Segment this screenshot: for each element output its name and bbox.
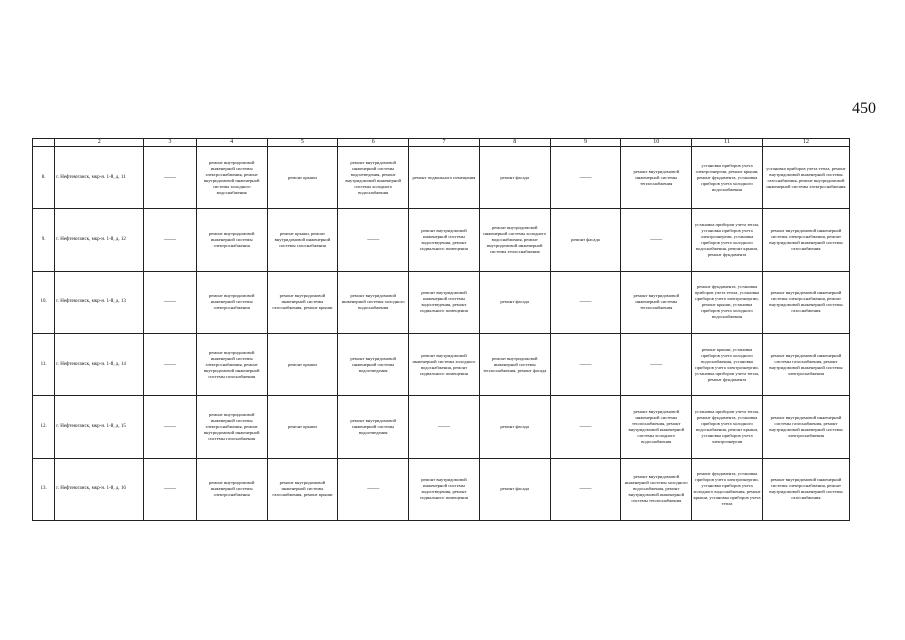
work-cell: ремонт внутридомовой инженерной системы холодного водоснабжения, ремонт внутридомовой инженерной системы теплоснабжения — [621, 458, 692, 520]
work-cell: ремонт внутридомовой инженерной системы холодного водоснабжения — [338, 271, 409, 333]
page-number: 450 — [852, 100, 876, 117]
column-header: 5 — [267, 139, 338, 147]
work-cell: ремонт внутридомовой инженерной системы электроснабжения — [196, 209, 267, 271]
work-cell: ремонт внутридомовой инженерной системы водоотведения, ремонт подвального помещения — [409, 458, 480, 520]
work-cell: ремонт фасада — [479, 396, 550, 458]
column-header: 11 — [692, 139, 763, 147]
work-cell: —— — [409, 396, 480, 458]
work-cell: —— — [338, 209, 409, 271]
work-cell: ремонт внутридомовой инженерной системы газоснабжения, ремонт внутридомовой инженерной системы электроснабжения — [762, 333, 849, 395]
work-cell: ремонт крыши — [267, 396, 338, 458]
work-cell: ремонт внутридомовой инженерной системы электроснабжения, ремонт внутридомовой инженерной системы газоснабжения — [196, 396, 267, 458]
work-cell: —— — [550, 396, 621, 458]
work-cell: ремонт крыши — [267, 333, 338, 395]
work-cell: ремонт внутридомовой инженерной системы электроснабжения — [196, 271, 267, 333]
row-number-cell: 11. — [33, 333, 55, 395]
column-header: 3 — [144, 139, 197, 147]
row-number-cell: 8. — [33, 147, 55, 209]
work-cell: —— — [621, 209, 692, 271]
work-cell: —— — [621, 333, 692, 395]
header-row — [33, 139, 850, 147]
work-cell: ремонт крыши, ремонт внутридомовой инженерной системы газоснабжения — [267, 209, 338, 271]
table-row — [33, 333, 850, 395]
work-cell: ремонт внутридомовой инженерной системы газоснабжения, ремонт крыши — [267, 271, 338, 333]
work-cell: —— — [338, 458, 409, 520]
work-cell: установка приборов учета тепла, ремонт внутридомовой инженерной системы газоснабжения, ремонт внутридомовой инженерной системы электроснабжения — [762, 147, 849, 209]
work-cell: —— — [144, 396, 197, 458]
work-cell: ремонт внутридомовой инженерной системы теплоснабжения — [621, 147, 692, 209]
table-row — [33, 271, 850, 333]
column-header: 6 — [338, 139, 409, 147]
work-cell: ремонт внутридомовой инженерной системы холодного водоснабжения, ремонт подвального помещения — [409, 333, 480, 395]
column-header: 10 — [621, 139, 692, 147]
work-cell: ремонт внутридомовой инженерной системы электроснабжения, ремонт внутридомовой инженерной системы газоснабжения — [762, 209, 849, 271]
work-cell: —— — [550, 271, 621, 333]
row-number-cell: 10. — [33, 271, 55, 333]
table-body — [33, 147, 850, 521]
work-cell: ремонт внутридомовой инженерной системы водоотведения — [338, 333, 409, 395]
work-cell: ремонт внутридомовой инженерной системы холодного водоснабжения, ремонт внутридомовой инженерной системы теплоснабжения — [479, 209, 550, 271]
work-cell: ремонт внутридомовой инженерной системы водоотведения — [338, 396, 409, 458]
table-row — [33, 209, 850, 271]
repair-schedule-table — [32, 138, 850, 521]
column-header: 12 — [762, 139, 849, 147]
work-cell: —— — [144, 147, 197, 209]
work-cell: ремонт крыши, установка приборов учета холодного водоснабжения, установка приборов учета электроэнергии, установка приборов учета тепла, ремонт фундамента — [692, 333, 763, 395]
work-cell: ремонт внутридомовой инженерной системы теплоснабжения — [621, 271, 692, 333]
work-cell: ремонт внутридомовой инженерной системы электроснабжения, ремонт внутридомовой инженерной системы холодного водоснабжения — [196, 147, 267, 209]
address-cell: г. Нефтеюганск, мкр-н. 1-й, д. 12 — [55, 209, 144, 271]
row-number-cell: 9. — [33, 209, 55, 271]
address-cell: г. Нефтеюганск, мкр-н. 1-й, д. 11 — [55, 147, 144, 209]
work-cell: —— — [550, 458, 621, 520]
table-row — [33, 147, 850, 209]
column-header — [33, 139, 55, 147]
work-cell: установка приборов учета электроэнергии, ремонт крыши, ремонт фундамента, установка приборов учета холодного водоснабжения — [692, 147, 763, 209]
work-cell: ремонт внутридомовой инженерной системы газоснабжения, ремонт крыши — [267, 458, 338, 520]
work-cell: —— — [550, 333, 621, 395]
table-row — [33, 458, 850, 520]
address-cell: г. Нефтеюганск, мкр-н. 1-й, д. 14 — [55, 333, 144, 395]
work-cell: —— — [144, 458, 197, 520]
work-cell: —— — [144, 271, 197, 333]
work-cell: ремонт внутридомовой инженерной системы электроснабжения, ремонт внутридомовой инженерной системы газоснабжения — [196, 333, 267, 395]
work-cell: ремонт внутридомовой инженерной системы теплоснабжения, ремонт фасада — [479, 333, 550, 395]
work-cell: ремонт фундамента, установка приборов учета тепла, установка приборов учета электроэнергии, ремонт крыши, установка приборов учета холодного водоснабжения — [692, 271, 763, 333]
work-cell: установка приборов учета тепла, ремонт фундамента, установка приборов учета холодного водоснабжения, ремонт крыши, установка приборов учета электроэнергии — [692, 396, 763, 458]
work-cell: ремонт внутридомовой инженерной системы электроснабжения, ремонт внутридомовой инженерной системы газоснабжения — [762, 271, 849, 333]
work-cell: ремонт внутридомовой инженерной системы газоснабжения, ремонт внутридомовой инженерной системы электроснабжения — [762, 396, 849, 458]
address-cell: г. Нефтеюганск, мкр-н. 1-й, д. 13 — [55, 271, 144, 333]
work-cell: ремонт внутридомовой инженерной системы электроснабжения, ремонт внутридомовой инженерной системы газоснабжения — [762, 458, 849, 520]
address-cell: г. Нефтеюганск, мкр-н. 1-й, д. 16 — [55, 458, 144, 520]
work-cell: ремонт фасада — [479, 271, 550, 333]
column-header: 8 — [479, 139, 550, 147]
address-cell: г. Нефтеюганск, мкр-н. 1-й, д. 15 — [55, 396, 144, 458]
column-header: 9 — [550, 139, 621, 147]
column-header: 7 — [409, 139, 480, 147]
row-number-cell: 13. — [33, 458, 55, 520]
table-row — [33, 396, 850, 458]
work-cell: ремонт фундамента, установка приборов учета электроэнергии, установка приборов учета холодного водоснабжения, ремонт крыши, установка приборов учета тепла — [692, 458, 763, 520]
work-cell: —— — [550, 147, 621, 209]
work-cell: ремонт фасада — [479, 147, 550, 209]
work-cell: ремонт фасада — [550, 209, 621, 271]
work-cell: ремонт внутридомовой инженерной системы водоотведения, ремонт подвального помещения — [409, 271, 480, 333]
work-cell: ремонт внутридомовой инженерной системы теплоснабжения, ремонт внутридомовой инженерной системы холодного водоснабжения — [621, 396, 692, 458]
column-header: 2 — [55, 139, 144, 147]
work-cell: —— — [144, 209, 197, 271]
work-cell: ремонт внутридомовой инженерной системы электроснабжения — [196, 458, 267, 520]
work-cell: установка приборов учета тепла, установка приборов учета электроэнергии, установка приборов учета холодного водоснабжения, ремонт крыши, ремонт фундамента — [692, 209, 763, 271]
work-cell: ремонт подвального помещения — [409, 147, 480, 209]
column-header: 4 — [196, 139, 267, 147]
work-cell: ремонт внутридомовой инженерной системы водоотведения, ремонт подвального помещения — [409, 209, 480, 271]
work-cell: ремонт крыши — [267, 147, 338, 209]
work-cell: ремонт внутридомовой инженерной системы водоотведения, ремонт внутридомовой инженерной системы холодного водоснабжения — [338, 147, 409, 209]
work-cell: ремонт фасада — [479, 458, 550, 520]
work-cell: —— — [144, 333, 197, 395]
row-number-cell: 12. — [33, 396, 55, 458]
